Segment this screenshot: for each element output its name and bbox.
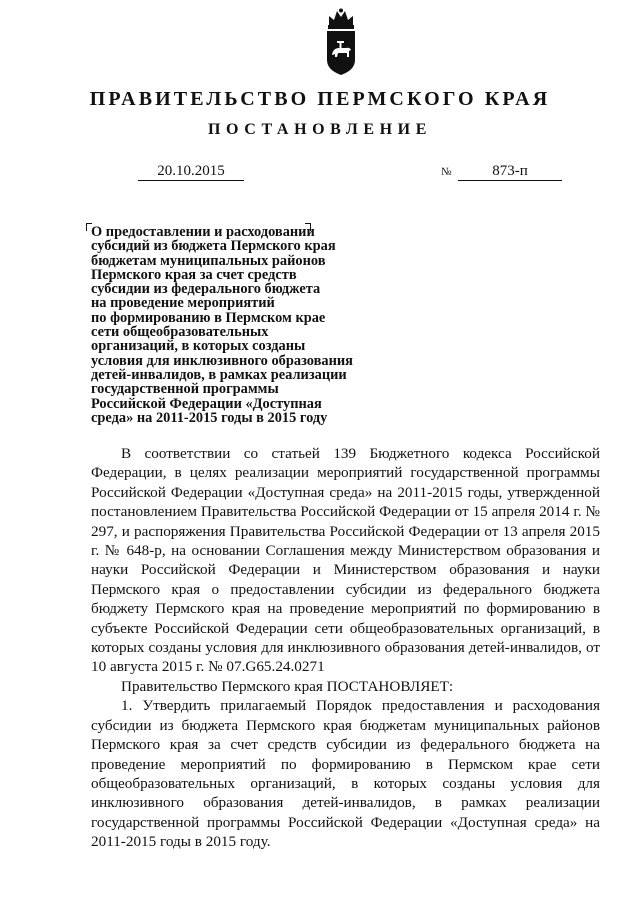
subject-line: субсидий из бюджета Пермского края xyxy=(91,238,336,255)
document-number: 873-п xyxy=(458,163,562,181)
preamble-paragraph: В соответствии со статьей 139 Бюджетного кодекса Российской Федерации, в целях реализации мероприятий государственной программы Российской Федерации «Доступная среда» на 2011-2015 годы, утвержденной постановлением Правительства Российской Федерации от 15 апреля 2014 г. № 297, и распоряжения Правительства Российской Федерации от 13 апреля 2015 г. № 648-р, на основании Соглашения между Министерством образования и науки Российской Федерации и Министерством образования и науки Пермского края о предоставлении субсидии из федерального бюджета бюджету Пермского края на проведение мероприятий по формированию в субъекте Российской Федерации сети общеобразовательных организаций, в которых созданы условия для инклюзивного образования детей-инвалидов, от 10 августа 2015 г. № 07.G65.24.0271 xyxy=(91,445,600,676)
document-body xyxy=(91,444,600,852)
subject-line: по формированию в Пермском крае xyxy=(91,309,326,326)
number-sign: № xyxy=(441,166,452,178)
subject-line: бюджетам муниципальных районов xyxy=(91,252,326,269)
organization-title: ПРАВИТЕЛЬСТВО ПЕРМСКОГО КРАЯ xyxy=(89,88,551,110)
subject-line: государственной программы xyxy=(91,381,279,398)
document-type: ПОСТАНОВЛЕНИЕ xyxy=(208,121,432,138)
subject-line: условия для инклюзивного образования xyxy=(91,352,353,369)
subject-line: Российской Федерации «Доступная xyxy=(91,395,322,412)
document-date: 20.10.2015 xyxy=(138,163,244,181)
subject-line: организаций, в которых созданы xyxy=(91,338,306,355)
coat-of-arms-icon xyxy=(323,8,359,76)
subject-line: О предоставлении и расходовании xyxy=(91,224,315,240)
subject-line: сети общеобразовательных xyxy=(91,324,269,341)
document-subject xyxy=(91,225,381,425)
subject-line: субсидии из федерального бюджета xyxy=(91,281,321,298)
subject-line: среда» на 2011-2015 годы в 2015 году xyxy=(91,409,328,426)
resolves-paragraph: Правительство Пермского края ПОСТАНОВЛЯЕТ: xyxy=(121,677,454,695)
item-1-paragraph: 1. Утвердить прилагаемый Порядок предоставления и расходования субсидии из бюджета Пермского края бюджетам муниципальных районов Пермского края за счет средств субсидии из федерального бюджета на проведение мероприятий по формированию в Пермском крае сети общеобразовательных организаций, в которых созданы условия для инклюзивного образования детей-инвалидов, в рамках реализации государственной программы Российской Федерации «Доступная среда» на 2011-2015 годы в 2015 году. xyxy=(91,697,600,851)
subject-line: Пермского края за счет средств xyxy=(91,266,297,283)
subject-line: детей-инвалидов, в рамках реализации xyxy=(91,366,347,383)
subject-line: на проведение мероприятий xyxy=(91,295,275,312)
